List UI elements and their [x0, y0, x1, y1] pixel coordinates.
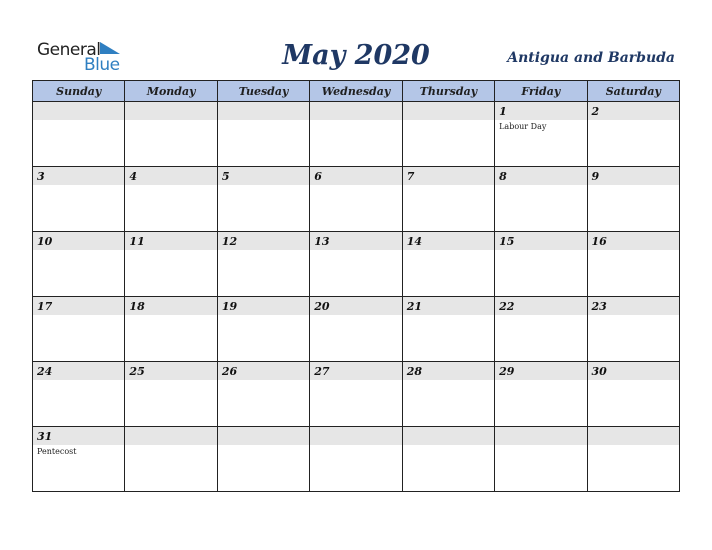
day-cell	[495, 102, 587, 167]
day-cell	[495, 232, 587, 297]
day-cell	[125, 427, 217, 492]
day-number: 22	[495, 297, 586, 315]
day-number: 26	[218, 362, 309, 380]
day-number: 3	[33, 167, 124, 185]
day-cell	[495, 362, 587, 427]
day-number: 28	[403, 362, 494, 380]
day-cell	[402, 362, 494, 427]
day-cell	[587, 362, 679, 427]
day-cell	[125, 232, 217, 297]
day-cell	[33, 167, 125, 232]
day-number: 7	[403, 167, 494, 185]
day-cell	[495, 167, 587, 232]
weekday-header: Friday	[495, 81, 587, 102]
day-number: 4	[125, 167, 216, 185]
day-number: 29	[495, 362, 586, 380]
day-number	[218, 102, 309, 120]
day-number	[310, 102, 401, 120]
day-cell	[587, 297, 679, 362]
day-number: 16	[588, 232, 679, 250]
calendar-week-row	[33, 167, 680, 232]
day-number: 19	[218, 297, 309, 315]
day-number: 30	[588, 362, 679, 380]
day-number	[33, 102, 124, 120]
day-cell	[125, 297, 217, 362]
day-number: 31	[33, 427, 124, 445]
calendar-week-row	[33, 102, 680, 167]
day-cell	[125, 167, 217, 232]
day-number: 13	[310, 232, 401, 250]
calendar-week-row	[33, 232, 680, 297]
day-cell	[33, 362, 125, 427]
day-cell	[587, 167, 679, 232]
day-cell	[310, 167, 402, 232]
day-number	[125, 427, 216, 445]
logo-text-general: General	[37, 40, 101, 60]
day-number: 24	[33, 362, 124, 380]
day-cell	[402, 167, 494, 232]
weekday-header: Thursday	[402, 81, 494, 102]
day-cell	[217, 362, 309, 427]
day-cell	[217, 427, 309, 492]
day-cell	[495, 427, 587, 492]
weekday-header-row	[33, 81, 680, 102]
day-number: 11	[125, 232, 216, 250]
day-number: 15	[495, 232, 586, 250]
day-cell	[402, 427, 494, 492]
weekday-header: Tuesday	[217, 81, 309, 102]
day-cell	[310, 427, 402, 492]
day-cell	[217, 102, 309, 167]
day-number: 14	[403, 232, 494, 250]
day-cell	[310, 102, 402, 167]
logo-text-blue: Blue	[84, 55, 120, 75]
day-number: 23	[588, 297, 679, 315]
weekday-header: Saturday	[587, 81, 679, 102]
holiday-label: Pentecost	[37, 447, 77, 456]
day-cell	[33, 297, 125, 362]
day-cell	[310, 297, 402, 362]
day-number: 8	[495, 167, 586, 185]
day-cell	[125, 102, 217, 167]
day-number	[588, 427, 679, 445]
day-number: 2	[588, 102, 679, 120]
day-number: 20	[310, 297, 401, 315]
day-number: 5	[218, 167, 309, 185]
day-cell	[587, 102, 679, 167]
weekday-header: Monday	[125, 81, 217, 102]
day-cell	[310, 362, 402, 427]
generalblue-logo	[37, 40, 127, 74]
day-number: 18	[125, 297, 216, 315]
day-number: 21	[403, 297, 494, 315]
calendar-grid	[32, 80, 680, 492]
country-name: Antigua and Barbuda	[507, 50, 675, 66]
day-number	[495, 427, 586, 445]
day-number: 10	[33, 232, 124, 250]
day-cell	[33, 427, 125, 492]
month-title: May 2020	[282, 40, 430, 71]
weekday-header: Sunday	[33, 81, 125, 102]
day-number	[403, 427, 494, 445]
day-number	[125, 102, 216, 120]
day-number	[310, 427, 401, 445]
day-cell	[310, 232, 402, 297]
day-cell	[587, 427, 679, 492]
day-cell	[402, 297, 494, 362]
day-number: 1	[495, 102, 586, 120]
calendar-week-row	[33, 297, 680, 362]
day-cell	[217, 232, 309, 297]
logo-flag-icon	[100, 42, 122, 56]
calendar-week-row	[33, 362, 680, 427]
day-number	[403, 102, 494, 120]
day-number: 9	[588, 167, 679, 185]
calendar-week-row	[33, 427, 680, 492]
day-cell	[402, 102, 494, 167]
day-cell	[217, 167, 309, 232]
weekday-header: Wednesday	[310, 81, 402, 102]
day-cell	[495, 297, 587, 362]
day-cell	[217, 297, 309, 362]
day-cell	[33, 232, 125, 297]
day-cell	[402, 232, 494, 297]
day-number: 12	[218, 232, 309, 250]
day-cell	[33, 102, 125, 167]
day-cell	[125, 362, 217, 427]
day-number	[218, 427, 309, 445]
day-number: 25	[125, 362, 216, 380]
day-number: 17	[33, 297, 124, 315]
day-number: 27	[310, 362, 401, 380]
day-number: 6	[310, 167, 401, 185]
holiday-label: Labour Day	[499, 122, 547, 131]
day-cell	[587, 232, 679, 297]
